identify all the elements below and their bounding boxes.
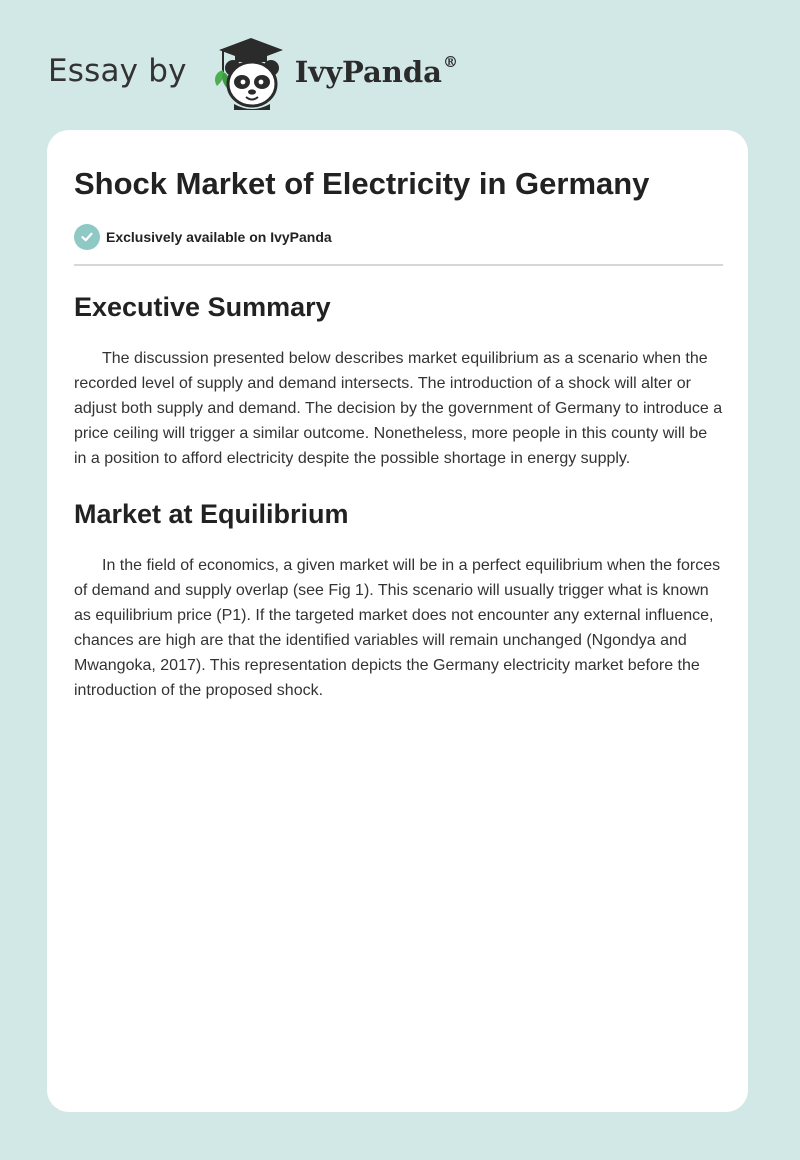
document-card xyxy=(47,130,748,1112)
site-header xyxy=(48,34,458,114)
essay-by-label: Essay by xyxy=(48,53,187,89)
section-paragraph-executive-summary: The discussion presented below describes market equilibrium as a scenario when the recorded level of supply and demand intersects. The introduction of a shock will alter or adjust both supply and demand. The decision by the government of Germany to introduce a price ceiling will trigger a similar outcome. Nonetheless, more people in this county will be in a position to afford electricity despite the possible shortage in energy supply. xyxy=(74,350,723,467)
exclusive-badge xyxy=(74,224,723,250)
section-paragraph-market-at-equilibrium: In the field of economics, a given market will be in a perfect equilibrium when the forces of demand and supply overlap (see Fig 1). This scenario will usually trigger what is known as equilibrium price (P1). If the targeted market does not encounter any external influence, chances are high are that the identified variables will remain unchanged (Ngondya and Mwangoka, 2017). This representation depicts the Germany electricity market before the introduction of the proposed shock. xyxy=(74,557,721,699)
section-heading-executive-summary: Executive Summary xyxy=(74,292,331,322)
check-circle-icon xyxy=(74,224,100,250)
brand-name-text: IvyPanda xyxy=(294,55,442,89)
title-divider xyxy=(74,264,723,266)
document-content xyxy=(74,130,723,703)
brand-name[interactable] xyxy=(295,55,458,89)
document-title: Shock Market of Electricity in Germany xyxy=(74,166,650,201)
section-heading-market-at-equilibrium: Market at Equilibrium xyxy=(74,499,349,529)
panda-graduate-icon[interactable] xyxy=(201,34,293,114)
exclusive-badge-text: Exclusively available on IvyPanda xyxy=(106,229,332,245)
registered-mark: ® xyxy=(442,53,458,71)
